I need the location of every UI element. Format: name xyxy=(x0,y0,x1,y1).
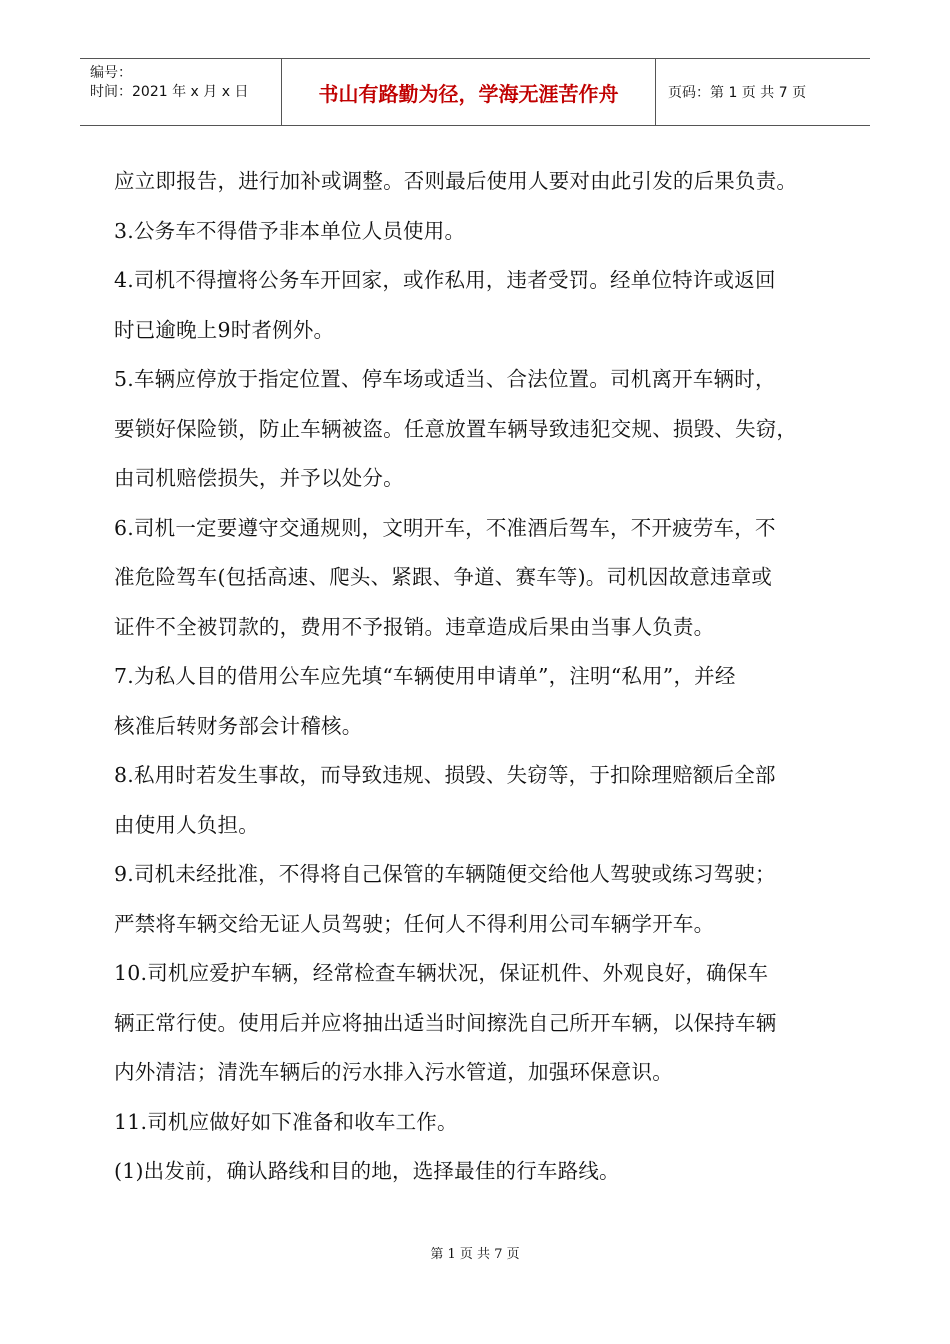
body-line: 9.司机未经批准，不得将自己保管的车辆随便交给他人驾驶或练习驾驶； xyxy=(114,862,776,886)
body-line: 11.司机应做好如下准备和收车工作。 xyxy=(114,1109,458,1134)
document-time-label: 时间：2021 年 x 月 x 日 xyxy=(90,84,249,100)
document-number-label: 编号： xyxy=(90,65,132,81)
header-meta-cell xyxy=(80,59,282,125)
body-line: 由使用人负担。 xyxy=(114,812,259,837)
body-line: 证件不全被罚款的，费用不予报销。违章造成后果由当事人负责。 xyxy=(114,614,715,639)
body-line: 6.司机一定要遵守交通规则，文明开车，不准酒后驾车，不开疲劳车，不 xyxy=(114,515,776,540)
body-line: 严禁将车辆交给无证人员驾驶；任何人不得利用公司车辆学开车。 xyxy=(114,911,715,936)
body-line: 7.为私人目的借用公车应先填“车辆使用申请单”，注明“私用”，并经 xyxy=(114,664,736,688)
body-line: 要锁好保险锁，防止车辆被盗。任意放置车辆导致违犯交规、损毁、失窃， xyxy=(114,416,798,441)
body-line: 由司机赔偿损失，并予以处分。 xyxy=(114,466,404,490)
document-body xyxy=(114,157,844,1197)
header-motto: 书山有路勤为径，学海无涯苦作舟 xyxy=(282,59,656,125)
body-line: 8.私用时若发生事故，而导致违规、损毁、失窃等，于扣除理赔额后全部 xyxy=(114,763,776,787)
body-line: (1)出发前，确认路线和目的地，选择最佳的行车路线。 xyxy=(114,1159,620,1183)
page-footer: 第 1 页 共 7 页 xyxy=(430,1247,520,1262)
body-line: 时已逾晚上9时者例外。 xyxy=(114,317,335,342)
body-line: 3.公务车不得借予非本单位人员使用。 xyxy=(114,218,466,243)
document-header xyxy=(80,58,870,126)
body-line: 4.司机不得擅将公务车开回家，或作私用，违者受罚。经单位特许或返回 xyxy=(114,268,776,292)
body-line: 准危险驾车(包括高速、爬头、紧跟、争道、赛车等)。司机因故意违章或 xyxy=(114,565,773,589)
body-line: 核准后转财务部会计稽核。 xyxy=(114,713,363,738)
body-line: 内外清洁；清洗车辆后的污水排入污水管道，加强环保意识。 xyxy=(114,1060,673,1084)
body-line: 应立即报告，进行加补或调整。否则最后使用人要对由此引发的后果负责。 xyxy=(114,169,798,193)
body-line: 10.司机应爱护车辆，经常检查车辆状况，保证机件、外观良好，确保车 xyxy=(114,961,769,985)
body-line: 辆正常行使。使用后并应将抽出适当时间擦洗自己所开车辆，以保持车辆 xyxy=(114,1010,777,1035)
body-line: 5.车辆应停放于指定位置、停车场或适当、合法位置。司机离开车辆时， xyxy=(114,367,776,391)
header-page-label: 页码：第 1 页 共 7 页 xyxy=(668,85,807,101)
